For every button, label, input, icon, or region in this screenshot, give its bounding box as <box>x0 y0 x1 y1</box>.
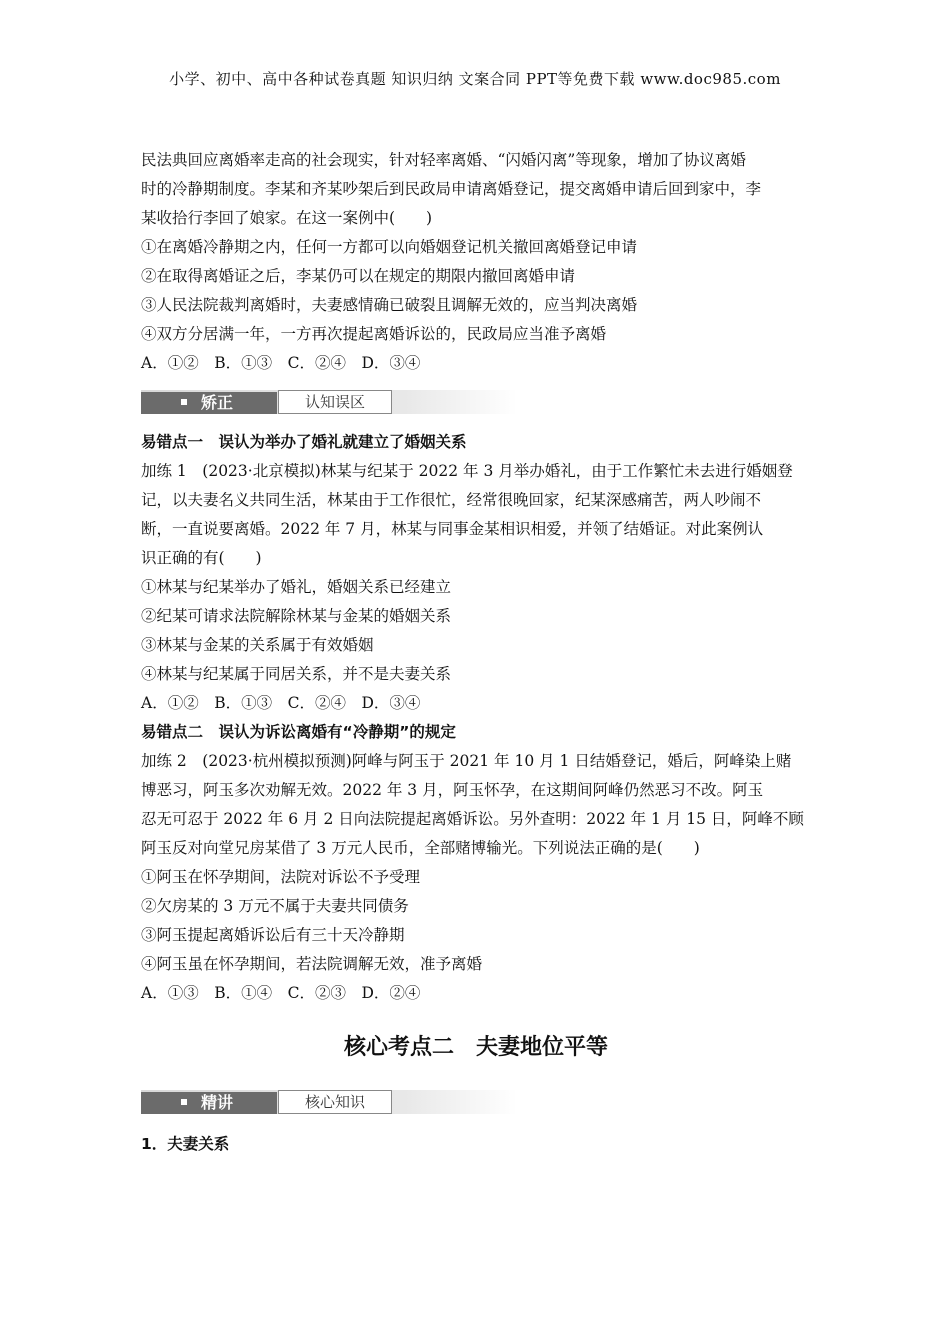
page-header: 小学、初中、高中各种试卷真题 知识归纳 文案合同 PPT等免费下载 www.doc985.com <box>169 70 781 88</box>
option-line: ①阿玉在怀孕期间，法院对诉讼不予受理 <box>141 868 421 886</box>
question-text-line: 阿玉反对向堂兄房某借了 3 万元人民币，全部赌博输光。下列说法正确的是( ) <box>141 839 700 857</box>
question-text-line: 忍无可忍于 2022 年 6 月 2 日向法院提起离婚诉讼。另外查明：2022 年 1 月 15 日，阿峰不顾 <box>141 810 804 828</box>
question-text-line: 加练 2 (2023·杭州模拟预测)阿峰与阿玉于 2021 年 10 月 1 日结婚登记，婚后，阿峰染上赌 <box>141 752 792 770</box>
banner-dark-label: 精讲 <box>201 1093 234 1112</box>
banner-dark-label: 矫正 <box>201 393 234 412</box>
option-line: ④双方分居满一年，一方再次提起离婚诉讼的，民政局应当准予离婚 <box>141 325 607 343</box>
option-line: ①在离婚冷静期之内，任何一方都可以向婚姻登记机关撤回离婚登记申请 <box>141 238 638 256</box>
question-text-line: 时的冷静期制度。李某和齐某吵架后到民政局申请离婚登记，提交离婚申请后回到家中，李 <box>141 180 762 198</box>
answer-choices: A．①② B．①③ C．②④ D．③④ <box>141 354 421 372</box>
question-text-line: 断，一直说要离婚。2022 年 7 月，林某与同事金某相识相爱，并领了结婚证。对此案例认 <box>141 520 764 538</box>
option-line: ②纪某可请求法院解除林某与金某的婚姻关系 <box>141 607 452 625</box>
question-text-line: 民法典回应离婚率走高的社会现实，针对轻率离婚、“闪婚闪离”等现象，增加了协议离婚 <box>141 151 746 169</box>
question-text-line: 博恶习，阿玉多次劝解无效。2022 年 3 月，阿玉怀孕，在这期间阿峰仍然恶习不改。阿玉 <box>141 781 764 799</box>
error-point-title: 易错点一 误认为举办了婚礼就建立了婚姻关系 <box>141 433 467 451</box>
option-line: ④阿玉虽在怀孕期间，若法院调解无效，准予离婚 <box>141 955 483 973</box>
option-line: ③人民法院裁判离婚时，夫妻感情确已破裂且调解无效的，应当判决离婚 <box>141 296 638 314</box>
section-banner-correction <box>141 384 519 424</box>
numbered-heading: 1．夫妻关系 <box>141 1135 230 1153</box>
answer-choices: A．①③ B．①④ C．②③ D．②④ <box>141 984 421 1002</box>
option-line: ②欠房某的 3 万元不属于夫妻共同债务 <box>141 897 409 915</box>
question-text-line: 加练 1 (2023·北京模拟)林某与纪某于 2022 年 3 月举办婚礼，由于工作繁忙未去进行婚姻登 <box>141 462 793 480</box>
error-point-title: 易错点二 误认为诉讼离婚有“冷静期”的规定 <box>141 723 456 741</box>
document-body <box>141 146 811 1159</box>
question-text-line: 记，以夫妻名义共同生活，林某由于工作很忙，经常很晚回家，纪某深感痛苦，两人吵闹不 <box>141 491 762 509</box>
banner-light-tab: 核心知识 <box>278 1090 392 1114</box>
option-line: ③阿玉提起离婚诉讼后有三十天冷静期 <box>141 926 405 944</box>
error-point-two <box>141 718 811 1008</box>
option-line: ②在取得离婚证之后，李某仍可以在规定的期限内撤回离婚申请 <box>141 267 576 285</box>
answer-choices: A．①② B．①③ C．②④ D．③④ <box>141 694 421 712</box>
square-bullet-icon <box>181 399 187 405</box>
option-line: ①林某与纪某举办了婚礼，婚姻关系已经建立 <box>141 578 452 596</box>
error-point-one <box>141 428 811 718</box>
banner-dark-tab <box>141 1092 277 1114</box>
section-banner-lecture <box>141 1084 519 1124</box>
banner-light-tab: 认知误区 <box>278 390 392 414</box>
option-line: ③林某与金某的关系属于有效婚姻 <box>141 636 374 654</box>
section-title: 核心考点二 夫妻地位平等 <box>343 1035 608 1060</box>
option-line: ④林某与纪某属于同居关系，并不是夫妻关系 <box>141 665 452 683</box>
intro-question <box>141 146 811 378</box>
banner-dark-tab <box>141 392 277 414</box>
square-bullet-icon <box>181 1099 187 1105</box>
question-text-line: 某收拾行李回了娘家。在这一案例中( ) <box>141 209 433 227</box>
question-text-line: 识正确的有( ) <box>141 549 262 567</box>
